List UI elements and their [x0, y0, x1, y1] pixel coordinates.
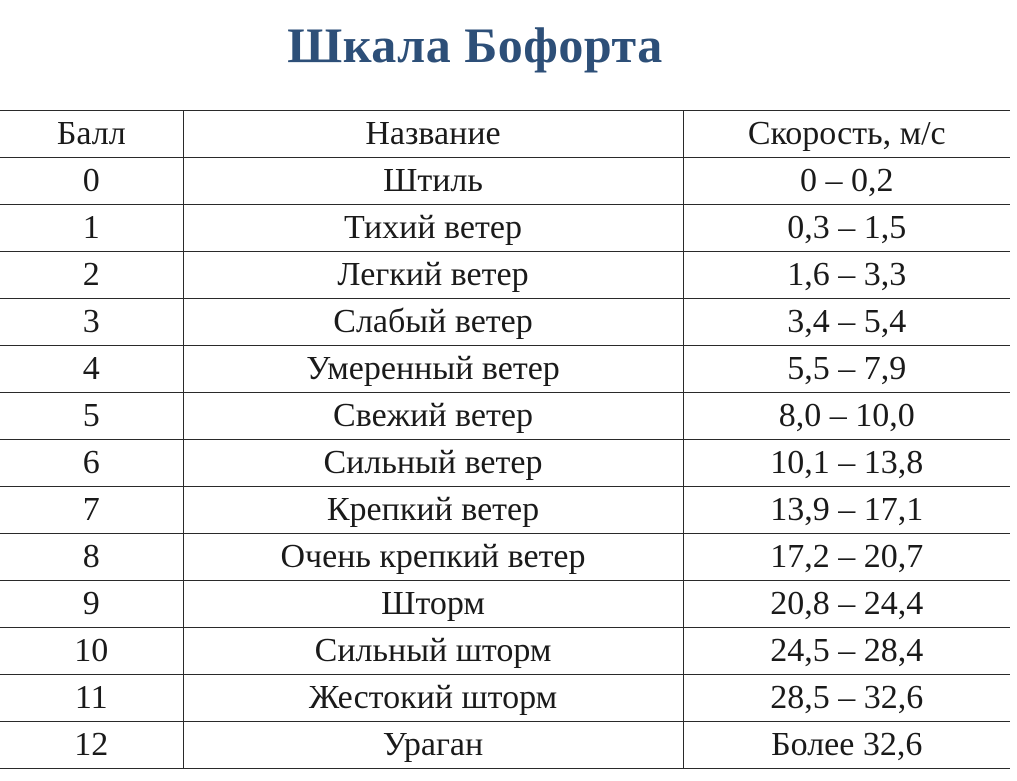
cell-ball: 5: [0, 393, 183, 440]
cell-name: Жестокий шторм: [183, 675, 683, 722]
cell-name: Сильный ветер: [183, 440, 683, 487]
cell-name: Слабый ветер: [183, 299, 683, 346]
cell-name: Штиль: [183, 158, 683, 205]
cell-ball: 12: [0, 722, 183, 769]
cell-speed: 24,5 – 28,4: [683, 628, 1010, 675]
cell-name: Очень крепкий ветер: [183, 534, 683, 581]
beaufort-table: [0, 110, 1010, 769]
cell-name: Умеренный ветер: [183, 346, 683, 393]
table-row: [0, 675, 1010, 722]
table-row: [0, 393, 1010, 440]
header-name: Название: [183, 111, 683, 158]
cell-speed: 0,3 – 1,5: [683, 205, 1010, 252]
cell-name: Свежий ветер: [183, 393, 683, 440]
cell-name: Легкий ветер: [183, 252, 683, 299]
header-row: [0, 111, 1010, 158]
cell-ball: 8: [0, 534, 183, 581]
cell-ball: 7: [0, 487, 183, 534]
cell-ball: 3: [0, 299, 183, 346]
cell-ball: 9: [0, 581, 183, 628]
cell-speed: 1,6 – 3,3: [683, 252, 1010, 299]
cell-speed: 5,5 – 7,9: [683, 346, 1010, 393]
cell-name: Сильный шторм: [183, 628, 683, 675]
cell-ball: 1: [0, 205, 183, 252]
cell-ball: 11: [0, 675, 183, 722]
cell-speed: 3,4 – 5,4: [683, 299, 1010, 346]
table-body: [0, 158, 1010, 769]
cell-name: Крепкий ветер: [183, 487, 683, 534]
cell-speed: 13,9 – 17,1: [683, 487, 1010, 534]
cell-speed: 28,5 – 32,6: [683, 675, 1010, 722]
table-row: [0, 299, 1010, 346]
cell-ball: 6: [0, 440, 183, 487]
cell-ball: 0: [0, 158, 183, 205]
cell-speed: 8,0 – 10,0: [683, 393, 1010, 440]
header-ball: Балл: [0, 111, 183, 158]
table-row: [0, 440, 1010, 487]
cell-speed: 0 – 0,2: [683, 158, 1010, 205]
cell-name: Шторм: [183, 581, 683, 628]
cell-name: Ураган: [183, 722, 683, 769]
cell-speed: 17,2 – 20,7: [683, 534, 1010, 581]
cell-ball: 10: [0, 628, 183, 675]
table-row: [0, 346, 1010, 393]
table-row: [0, 534, 1010, 581]
table-header: [0, 111, 1010, 158]
table-row: [0, 205, 1010, 252]
cell-name: Тихий ветер: [183, 205, 683, 252]
header-speed: Скорость, м/с: [683, 111, 1010, 158]
cell-speed: 10,1 – 13,8: [683, 440, 1010, 487]
table-row: [0, 487, 1010, 534]
cell-speed: 20,8 – 24,4: [683, 581, 1010, 628]
table-row: [0, 581, 1010, 628]
table-row: [0, 158, 1010, 205]
table-row: [0, 252, 1010, 299]
table-row: [0, 628, 1010, 675]
cell-speed: Более 32,6: [683, 722, 1010, 769]
cell-ball: 2: [0, 252, 183, 299]
page-title: Шкала Бофорта: [287, 17, 663, 73]
cell-ball: 4: [0, 346, 183, 393]
table-row: [0, 722, 1010, 769]
